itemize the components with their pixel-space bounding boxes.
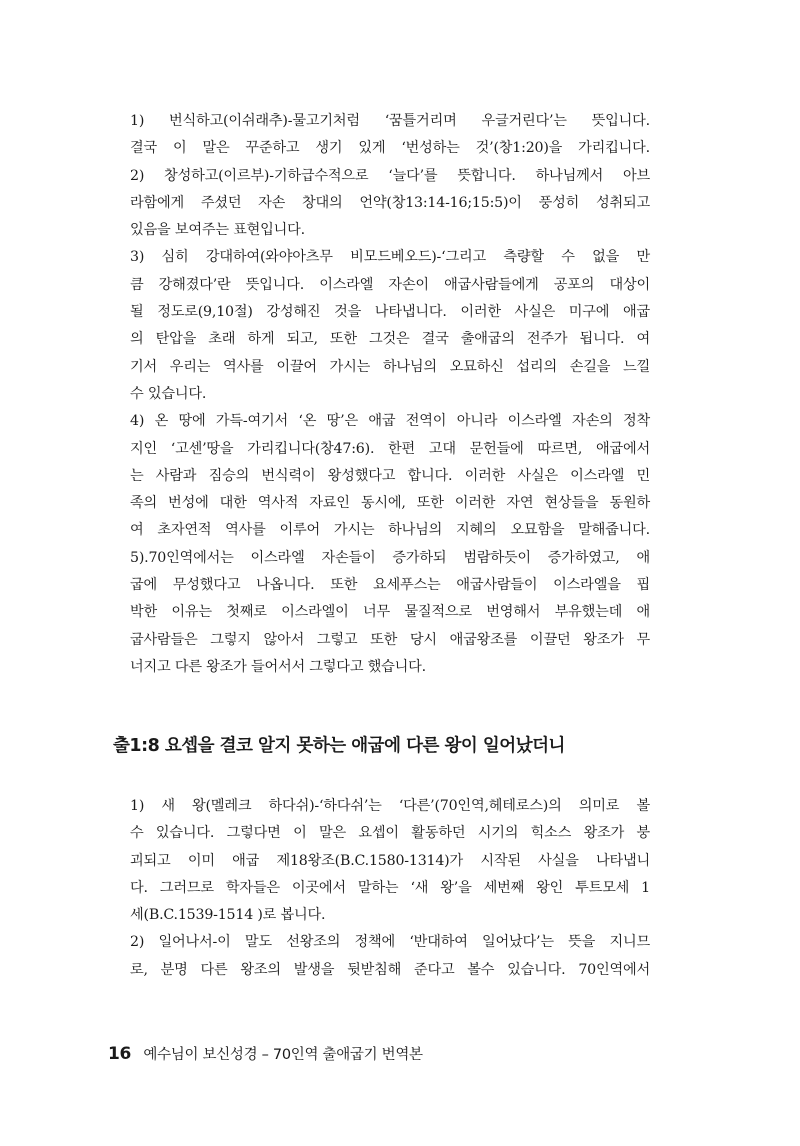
text-line: 굽사람들은 그렇지 않아서 그렇고 또한 당시 애굽왕조를 이끌던 왕조가 무 — [130, 631, 650, 648]
text-line: 있음을 보여주는 표현입니다. — [130, 222, 305, 239]
page-footer — [108, 1043, 423, 1064]
text-line: 박한 이유는 첫째로 이스라엘이 너무 물질적으로 번영해서 부유했는데 애 — [130, 604, 650, 621]
text-line: 괴되고 이미 애굽 제18왕조(B.C.1580-1314)가 시작된 사실을 나타냅니 — [130, 852, 650, 869]
text-line: 족의 번성에 대한 역사적 자료인 동시에, 또한 이러한 자연 현상들을 동원하 — [130, 495, 650, 512]
page-number: 16 — [108, 1044, 132, 1064]
text-line: 2) 일어나서-이 말도 선왕조의 정책에 ‘반대하여 일어났다’는 뜻을 지니므 — [130, 934, 650, 951]
text-line: 라함에게 주셨던 자손 창대의 언약(창13:14-16;15:5)이 풍성히 성취되고 — [130, 194, 650, 211]
text-line: 1) 새 왕(멜레크 하다쉬)-‘하다쉬’는 ‘다른’(70인역,헤테로스)의 의미로 볼 — [130, 798, 650, 814]
book-title: 예수님이 보신성경 – 70인역 출애굽기 번역본 — [143, 1047, 423, 1063]
text-line: 될 정도로(9,10절) 강성해진 것을 나타냅니다. 이러한 사실은 미구에 애굽 — [130, 304, 650, 321]
text-line: 2) 창성하고(이르부)-기하급수적으로 ‘늘다’를 뜻합니다. 하나님께서 아브 — [130, 167, 650, 184]
text-line: 5).70인역에서는 이스라엘 자손들이 증가하되 범람하듯이 증가하였고, 애 — [130, 549, 650, 566]
text-line: 3) 심히 강대하여(와야아츠무 비모드베오드)-‘그리고 측량할 수 없을 만 — [130, 249, 650, 266]
text-line: 1) 번식하고(이쉬래추)-물고기처럼 ‘꿈틀거리며 우글거린다’는 뜻입니다. — [130, 113, 650, 129]
text-line: 의 탄압을 초래 하게 되고, 또한 그것은 결국 출애굽의 전주가 됩니다. 여 — [130, 331, 650, 348]
text-line: 다. 그러므로 학자들은 이곳에서 말하는 ‘새 왕’을 세번째 왕인 투트모세 1 — [130, 879, 650, 896]
text-line: 굽에 무성했다고 나옵니다. 또한 요세푸스는 애굽사람들이 이스라엘을 핍 — [130, 577, 650, 594]
commentary-block-1 — [130, 108, 650, 681]
text-line: 큼 강해졌다’란 뜻입니다. 이스라엘 자손이 애굽사람들에게 공포의 대상이 — [130, 276, 650, 293]
text-line: 여 초자연적 역사를 이루어 가시는 하나님의 지혜의 오묘함을 말해줍니다. — [130, 522, 650, 539]
text-line: 수 있습니다. — [130, 385, 207, 402]
commentary-block-2 — [130, 793, 650, 984]
section-heading: 출1:8 요셉을 결코 알지 못하는 애굽에 다른 왕이 일어났더니 — [113, 736, 565, 756]
text-line: 너지고 다른 왕조가 들어서서 그렇다고 했습니다. — [130, 658, 426, 675]
text-line: 수 있습니다. 그렇다면 이 말은 요셉이 활동하던 시기의 힉소스 왕조가 붕 — [130, 825, 650, 842]
text-line: 결국 이 말은 꾸준하고 생기 있게 ‘번성하는 것’(창1:20)을 가리킵니다. — [130, 140, 650, 157]
text-line: 로, 분명 다른 왕조의 발생을 뒷받침해 준다고 볼수 있습니다. 70인역에서 — [130, 961, 650, 978]
text-line: 지인 ‘고센’땅을 가리킵니다(창47:6). 한편 고대 문헌들에 따르면, 애굽에서 — [130, 440, 650, 457]
text-line: 4) 온 땅에 가득-여기서 ‘온 땅’은 애굽 전역이 아니라 이스라엘 자손의 정착 — [130, 413, 650, 430]
text-line: 기서 우리는 역사를 이끌어 가시는 하나님의 오묘하신 섭리의 손길을 느낄 — [130, 358, 650, 375]
text-line: 는 사람과 짐승의 번식력이 왕성했다고 합니다. 이러한 사실은 이스라엘 민 — [130, 467, 650, 484]
text-line: 세(B.C.1539-1514 )로 봅니다. — [130, 907, 326, 924]
